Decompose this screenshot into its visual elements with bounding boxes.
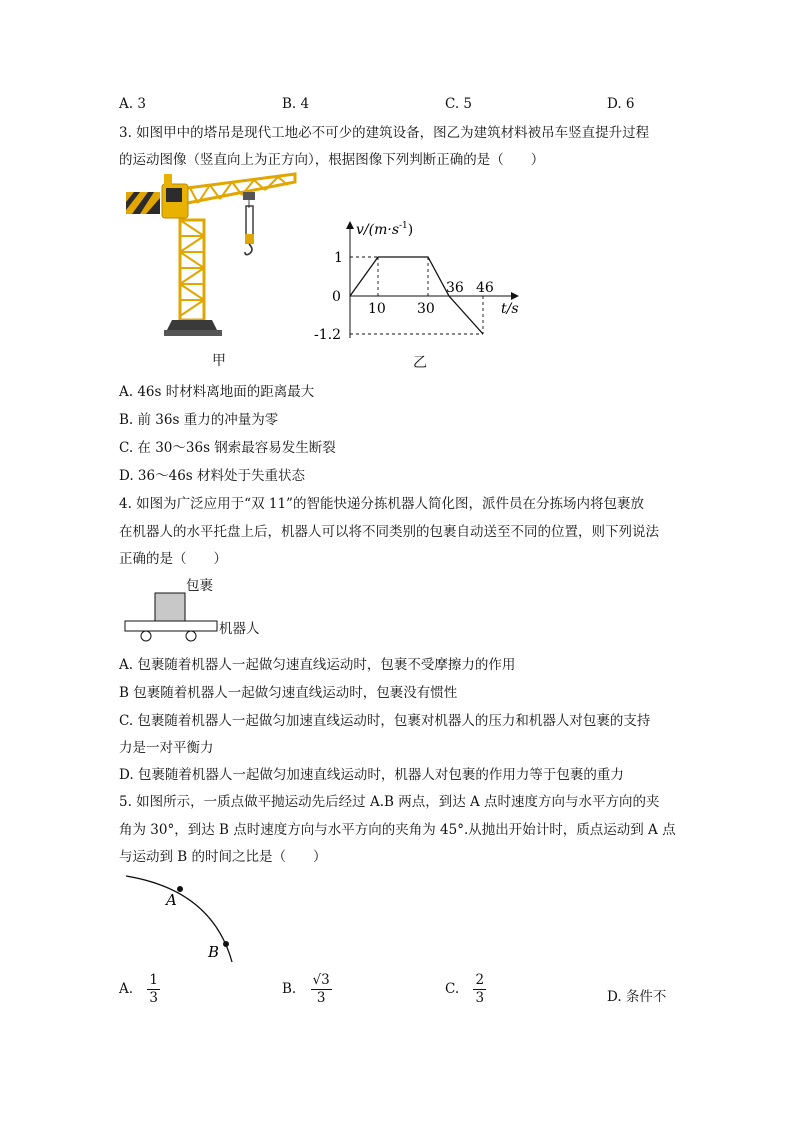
q5-option-c-fraction — [473, 972, 486, 1007]
q2-option-b: B. 4 — [282, 96, 310, 112]
q5-option-c-numerator: 2 — [475, 972, 485, 988]
tower-crane-illustration — [120, 172, 300, 340]
q4-stem-line1: 4. 如图为广泛应用于“双 11”的智能快递分拣机器人简化图，派件员在分拣场内将包裹放 — [119, 496, 644, 512]
q5-stem-line1: 5. 如图所示，一质点做平抛运动先后经过 A.B 两点，到达 A 点时速度方向与水平方向的夹 — [119, 794, 660, 810]
y-tick-neg: -1.2 — [314, 327, 341, 343]
q3-option-d: D. 36～46s 材料处于失重状态 — [119, 468, 306, 484]
projectile-trajectory-diagram — [120, 868, 250, 964]
q5-option-b-numerator: √3 — [312, 972, 330, 988]
point-b-label: B — [208, 943, 220, 961]
point-a-dot — [177, 886, 183, 892]
package-box — [155, 593, 185, 621]
point-b-dot — [223, 941, 229, 947]
q3-option-b: B. 前 36s 重力的冲量为零 — [119, 412, 279, 428]
q5-option-a-fraction — [147, 972, 160, 1007]
x-tick-36: 36 — [446, 280, 464, 296]
y-axis-label: $v/(m\cdot s^{-1})$ — [356, 221, 414, 238]
q4-option-b: B 包裹随着机器人一起做匀速直线运动时，包裹没有惯性 — [119, 685, 458, 701]
robot-wheel-left — [141, 631, 151, 641]
q3-option-c: C. 在 30～36s 钢索最容易发生断裂 — [119, 440, 336, 456]
robot-wheel-right — [186, 631, 196, 641]
q4-option-d: D. 包裹随着机器人一起做匀加速直线运动时，机器人对包裹的作用力等于包裹的重力 — [119, 767, 624, 783]
q5-option-c-label: C. — [445, 981, 460, 997]
robot-package-diagram — [122, 590, 222, 644]
q5-option-b — [282, 972, 332, 1007]
x-tick-46: 46 — [476, 280, 494, 296]
q5-option-c — [445, 972, 486, 1007]
y-tick-1: 1 — [334, 250, 343, 266]
q2-option-a: A. 3 — [119, 96, 146, 112]
x-tick-10: 10 — [368, 301, 386, 317]
label-robot: 机器人 — [219, 621, 260, 637]
q3-stem-line1: 3. 如图甲中的塔吊是现代工地必不可少的建筑设备，图乙为建筑材料被吊车竖直提升过程 — [119, 125, 650, 141]
robot-tray — [125, 621, 217, 631]
q5-option-a-denominator: 3 — [149, 990, 158, 1006]
q5-option-b-fraction — [311, 972, 332, 1007]
q5-option-c-denominator: 3 — [475, 990, 485, 1006]
x-axis-label: t/s — [501, 301, 519, 317]
q4-option-c-line2: 力是一对平衡力 — [119, 740, 214, 756]
q5-stem-line3: 与运动到 B 的时间之比是（ ） — [119, 849, 327, 865]
q4-option-c-line1: C. 包裹随着机器人一起做匀加速直线运动时，包裹对机器人的压力和机器人对包裹的支持 — [119, 713, 651, 729]
figure-label-jia: 甲 — [212, 353, 226, 369]
q5-option-b-label: B. — [282, 981, 297, 997]
q4-stem-line2: 在机器人的水平托盘上后，机器人可以将不同类别的包裹自动送至不同的位置，则下列说法 — [119, 524, 659, 540]
q2-option-d: D. 6 — [607, 96, 635, 112]
q2-option-c: C. 5 — [445, 96, 473, 112]
q4-stem-line3: 正确的是（ ） — [119, 551, 227, 567]
velocity-time-graph — [310, 212, 530, 372]
q4-option-a: A. 包裹随着机器人一起做匀速直线运动时，包裹不受摩擦力的作用 — [119, 657, 516, 673]
q5-option-b-denominator: 3 — [316, 990, 326, 1006]
q5-stem-line2: 角为 30°，到达 B 点时速度方向与水平方向的夹角为 45°.从抛出开始计时，质点运动到 A 点 — [119, 822, 676, 838]
q5-option-d: D. 条件不 — [607, 989, 667, 1005]
origin-label: 0 — [332, 289, 341, 305]
point-a-label: A — [166, 891, 177, 909]
q5-option-a — [119, 972, 160, 1007]
q3-option-a: A. 46s 时材料离地面的距离最大 — [119, 384, 315, 400]
x-tick-30: 30 — [417, 301, 435, 317]
q5-option-a-label: A. — [119, 981, 134, 997]
q5-option-a-numerator: 1 — [149, 972, 158, 988]
figure-label-yi: 乙 — [413, 355, 427, 371]
q3-stem-line2: 的运动图像（竖直向上为正方向），根据图像下列判断正确的是（ ） — [119, 152, 545, 168]
label-package: 包裹 — [186, 578, 213, 594]
